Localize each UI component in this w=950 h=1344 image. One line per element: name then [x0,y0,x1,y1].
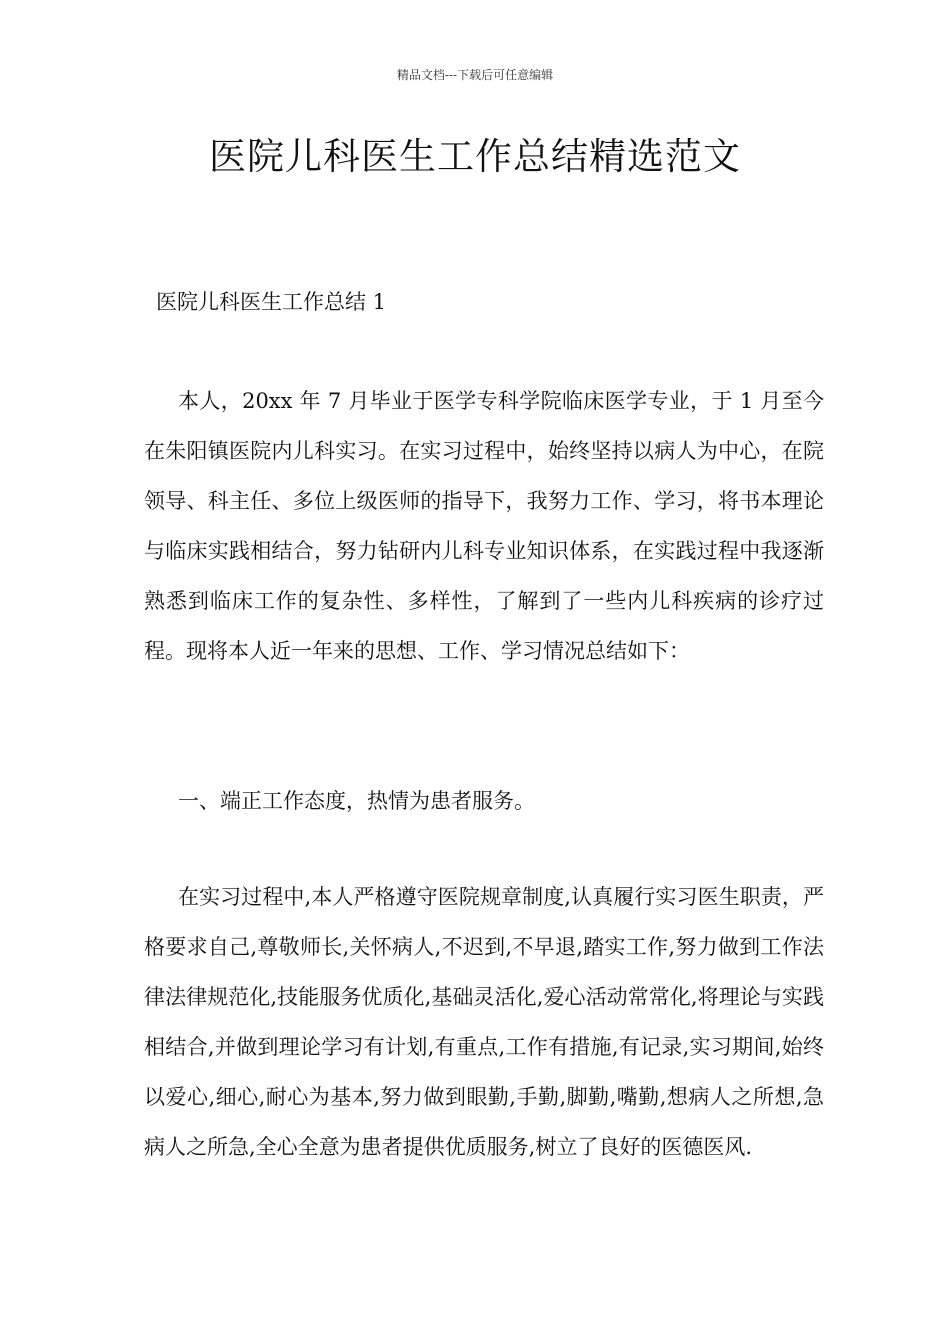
paragraph-subheading: 一、端正工作态度，热情为患者服务。 [178,789,535,813]
document-title: 医院儿科医生工作总结精选范文 [209,135,741,178]
paragraph-intro: 本人，20xx 年 7 月毕业于医学专科学院临床医学专业，于 1 月至今在朱阳镇医院内儿科实习。在实习过程中，始终坚持以病人为中心，在院领导、科主任、多位上级医师的指导下，我努力工作、学习，将书本理论与临床实践相结合，努力钻研内儿科专业知识体系，在实践过程中我逐渐熟悉到临床工作的复杂性、多样性，了解到了一些内儿科疾病的诊疗过程。现将本人近一年来的思想、工作、学习情况总结如下： [144,389,824,663]
paragraph-body: 在实习过程中,本人严格遵守医院规章制度,认真履行实习医生职责，严格要求自己,尊敬师长,关怀病人,不迟到,不早退,踏实工作,努力做到工作法律法律规范化,技能服务优质化,基础灵活化,爱心活动常常化,将理论与实践相结合,并做到理论学习有计划,有重点,工作有措施,有记录,实习期间,始终以爱心,细心,耐心为基本,努力做到眼勤,手勤,脚勤,嘴勤,想病人之所想,急病人之所急,全心全意为患者提供优质服务,树立了良好的医德医风. [144,885,824,1159]
header-note: 精品文档---下载后可任意编辑 [396,68,554,82]
section-heading: 医院儿科医生工作总结 1 [156,290,387,314]
